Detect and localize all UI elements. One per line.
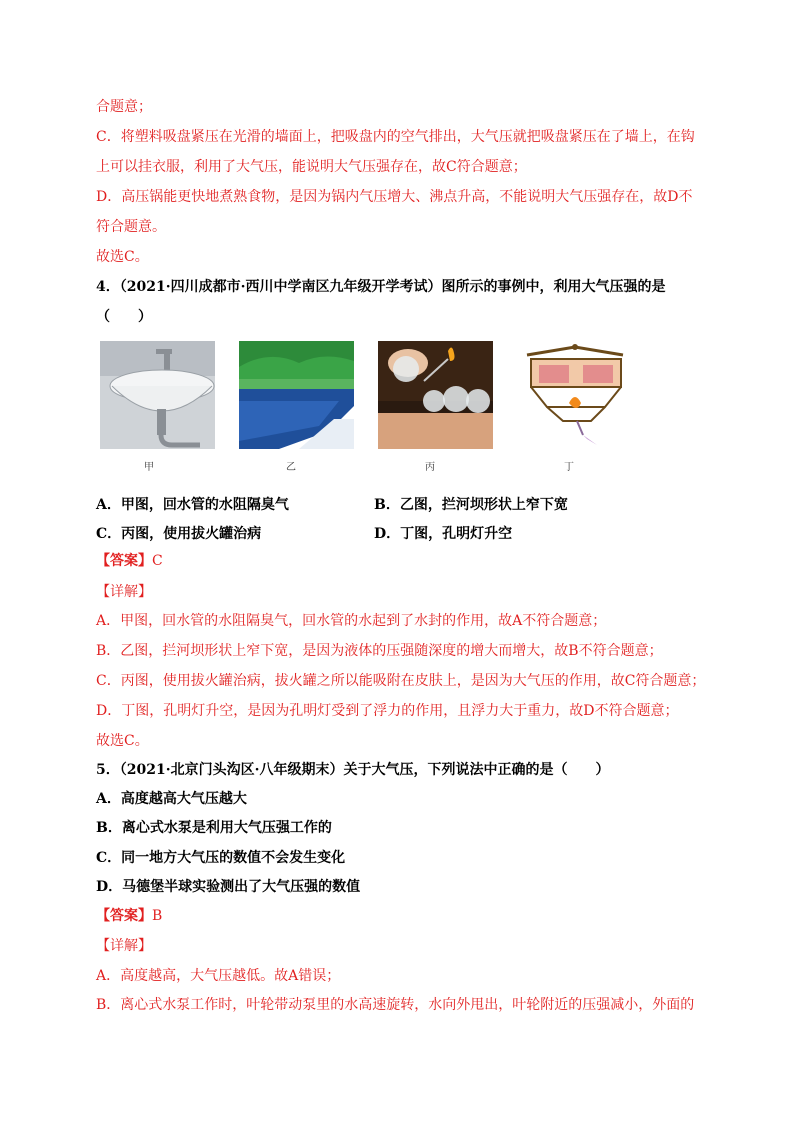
q4-answer-tag: 【答案】: [96, 553, 152, 569]
q5-answer-value: B: [152, 908, 163, 924]
q4-conclusion: 故选C。: [96, 733, 149, 749]
q4-detail-line-b: B．乙图，拦河坝形状上窄下宽，是因为液体的压强随深度的增大而增大，故B不符合题意；: [96, 643, 663, 659]
caption-yi: 乙: [286, 462, 296, 473]
sink-image: [100, 341, 215, 449]
q4-answer-row: [96, 551, 163, 571]
prev-answer-line-3: 上可以挂衣服，利用了大气压，能说明大气压强存在，故C符合题意；: [96, 159, 527, 175]
q5-answer-tag: 【答案】: [96, 908, 152, 924]
dam-image: [239, 341, 354, 449]
q4-detail-line-c: C．丙图，使用拔火罐治病，拔火罐之所以能吸附在皮肤上，是因为大气压的作用，故C符合题意；: [96, 673, 706, 689]
q4-stem: 4．（2021·四川成都市·西川中学南区九年级开学考试）图所示的事例中，利用大气压强的是: [96, 279, 666, 295]
caption-jia: 甲: [144, 462, 154, 473]
q5-option-b: B．离心式水泵是利用大气压强工作的: [96, 820, 332, 836]
q5-answer-row: [96, 906, 162, 926]
prev-answer-line-2: C．将塑料吸盘紧压在光滑的墙面上，把吸盘内的空气排出，大气压就把吸盘紧压在了墙上，在钩: [96, 129, 695, 145]
q5-option-d: D．马德堡半球实验测出了大气压强的数值: [96, 879, 361, 895]
q5-detail-tag: 【详解】: [96, 938, 152, 954]
q4-bracket: （ ）: [96, 309, 152, 325]
caption-bing: 丙: [425, 462, 435, 473]
q5-option-a: A．高度越高大气压越大: [96, 791, 247, 807]
q4-option-c: C．丙图，使用拔火罐治病: [96, 526, 262, 542]
prev-answer-line-4: D．高压锅能更快地煮熟食物，是因为锅内气压增大、沸点升高，不能说明大气压强存在，故D不: [96, 189, 693, 205]
prev-answer-line-1: 合题意；: [96, 99, 152, 115]
q4-detail-line-d: D．丁图，孔明灯升空，是因为孔明灯受到了浮力的作用，且浮力大于重力，故D不符合题意；: [96, 703, 679, 719]
q5-option-c: C．同一地方大气压的数值不会发生变化: [96, 850, 346, 866]
q4-detail-line-a: A．甲图，回水管的水阻隔臭气，回水管的水起到了水封的作用，故A不符合题意；: [96, 613, 607, 629]
q5-detail-line-a: A．高度越高，大气压越低。故A错误；: [96, 968, 341, 984]
prev-answer-line-5: 符合题意。: [96, 219, 166, 235]
prev-answer-line-6: 故选C。: [96, 249, 149, 265]
lantern-image: [517, 341, 637, 449]
q5-detail-line-b: B．离心式水泵工作时，叶轮带动泵里的水高速旋转，水向外甩出，叶轮附近的压强减小，外面的: [96, 997, 695, 1013]
q4-option-d: D．丁图，孔明灯升空: [374, 526, 513, 542]
q5-stem: 5．（2021·北京门头沟区·八年级期末）关于大气压，下列说法中正确的是（ ）: [96, 762, 610, 778]
q4-option-b: B．乙图，拦河坝形状上窄下宽: [374, 497, 568, 513]
q4-detail-tag: 【详解】: [96, 584, 152, 600]
caption-ding: 丁: [564, 462, 574, 473]
q4-answer-value: C: [152, 553, 163, 569]
q4-option-a: A．甲图，回水管的水阻隔臭气: [96, 497, 289, 513]
cupping-image: [378, 341, 493, 449]
